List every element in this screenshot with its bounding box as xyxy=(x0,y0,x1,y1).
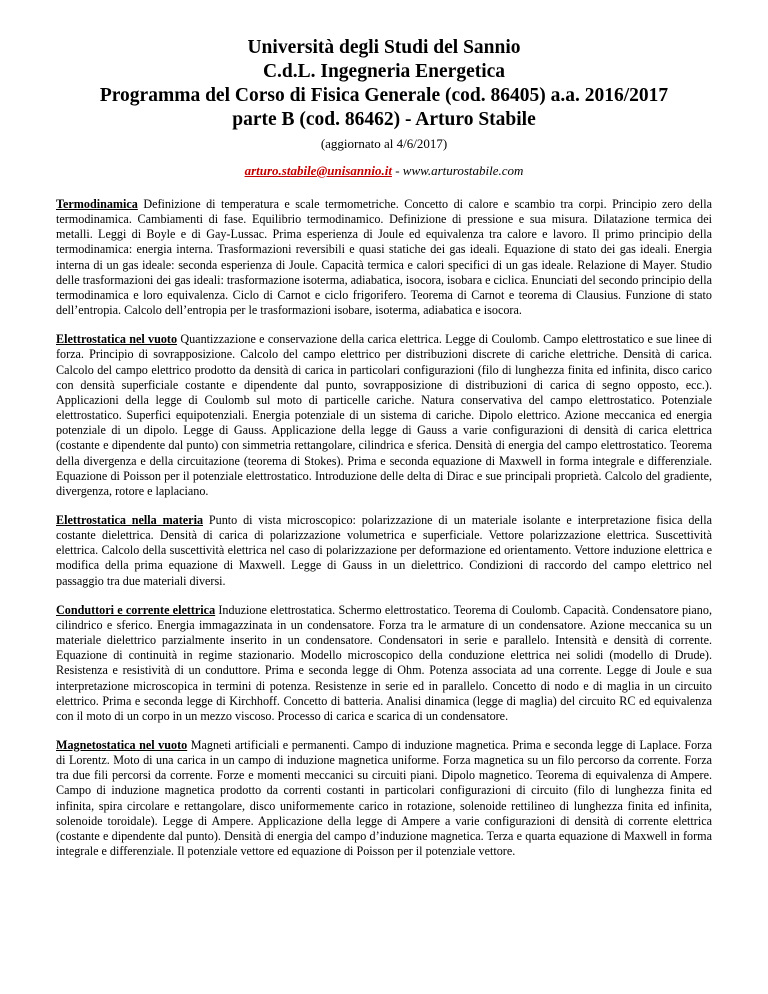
section-elettrostatica-materia xyxy=(56,513,712,589)
course-part-author: parte B (cod. 86462) - Arturo Stabile xyxy=(232,109,536,130)
section-magnetostatica-vuoto xyxy=(56,738,712,859)
section-body: Punto di vista microscopico: polarizzazione di un materiale isolante e interpretazione fisica della costante dielettrica. Densità di carica di polarizzazione volumetrica e superficiale. Vettore polarizzazione elettrica. Suscettività elettrica. Calcolo della suscettività elettrica nel caso di polarizzazione per deformazione ed orientamento. Vettore induzione elettrica e modifica della prima equazione di Maxwell. Legge di Gauss in un dielettrico. Condizioni di raccordo del campo elettrico nel passaggio tra due materiali diversi. xyxy=(56,512,712,588)
website-text: www.arturostabile.com xyxy=(402,163,524,178)
section-body: Definizione di temperatura e scale termometriche. Concetto di calore e scambio tra corpi. Principio zero della termodinamica. Cambiamenti di fase. Equilibrio termodinamico. Definizione di pressione e sua misura. Dilatazione termica dei metalli. Leggi di Boyle e di Gay-Lussac. Prima esperienza di Joule ed equivalenza tra calore e lavoro. Il primo principio della termodinamica: energia interna. Trasformazioni reversibili e quasi statiche dei gas ideali. Equazione di stato dei gas ideali. Energia interna di un gas ideale: seconda esperienza di Joule. Capacità termica e calori specifici di un gas ideale. Relazione di Mayer. Studio delle trasformazioni dei gas ideali: trasformazione isoterma, adiabatica, isocora, isobara e ciclica. Enunciati del secondo principio della termodinamica e loro equivalenza. Ciclo di Carnot e ciclo frigorifero. Teorema di Carnot e teorema di Clausius. Funzione di stato dell’entropia. Calcolo dell’entropia per le trasformazioni isobare, isoterma, adiabatica e isocora. xyxy=(56,197,713,318)
section-conduttori-corrente xyxy=(56,603,712,724)
section-title: Elettrostatica nella materia xyxy=(56,512,204,527)
section-body: Induzione elettrostatica. Schermo elettrostatico. Teorema di Coulomb. Capacità. Condensatore piano, cilindrico e sferico. Energia immagazzinata in un condensatore. Forza tra le armature di un condensatore. Azione meccanica su un materiale dielettrico parzialmente inserito in un condensatore. Condensatori in serie e parallelo. Intensità e densità di corrente. Equazione di continuità in regime stazionario. Modello microscopico della conduzione elettrica nei solidi (modello di Drude). Resistenza e resistività di un conduttore. Prima e seconda legge di Ohm. Potenza associata ad una corrente. Legge di Joule e sua interpretazione microscopica in termini di potenza. Resistenze in serie ed in parallelo. Concetto di nodo e di maglia in un circuito elettrico. Prima e seconda legge di Kirchhoff. Concetto di batteria. Analisi dinamica (legge di maglia) del circuito RC ed equivalenza con il moto di un corpo in un mezzo viscoso. Processo di carica e scarica di un condensatore. xyxy=(56,602,712,723)
section-title: Elettrostatica nel vuoto xyxy=(56,332,178,347)
degree-course: C.d.L. Ingegneria Energetica xyxy=(262,61,506,82)
section-title: Conduttori e corrente elettrica xyxy=(56,602,216,617)
contact-separator: - xyxy=(391,163,403,178)
syllabus-sections xyxy=(56,197,712,859)
university-name: Università degli Studi del Sannio xyxy=(247,37,521,58)
section-body: Magneti artificiali e permanenti. Campo di induzione magnetica. Prima e seconda legge di Laplace. Forza di Lorentz. Moto di una carica in un campo di induzione magnetica uniforme. Forza magnetica su un filo percorso da corrente. Forza tra due fili percorsi da corrente. Forze e momenti meccanici su circuiti piani. Dipolo magnetico. Teorema di equivalenza di Ampere. Campo di induzione magnetica prodotto da correnti costanti in particolari configurazioni di circuito (filo di lunghezza finita ed infinita, spira circolare e rettangolare, disco uniformemente carico in rotazione, solenoide rettilineo di lunghezza finita ed infinita, solenoide toroidale). Legge di Ampere. Applicazione della legge di Ampere a varie configurazioni di densità di corrente elettrica (costante e dipendente dal punto). Densità di energia del campo d’induzione magnetica. Terza e quarta equazione di Maxwell in forma integrale e differenziale. Il potenziale vettore ed equazione di Poisson per il potenziale vettore. xyxy=(56,738,712,859)
section-title: Termodinamica xyxy=(56,197,138,211)
section-title: Magnetostatica nel vuoto xyxy=(56,738,188,752)
updated-date: (aggiornato al 4/6/2017) xyxy=(320,136,448,151)
section-elettrostatica-vuoto xyxy=(56,332,712,499)
section-body: Quantizzazione e conservazione della carica elettrica. Legge di Coulomb. Campo elettrostatico e sue linee di forza. Principio di sovrapposizione. Calcolo del campo elettrico per distribuzioni discrete di cariche elettriche. Densità di carica. Calcolo del campo elettrico prodotto da densità di carica in particolari configurazioni (filo di lunghezza finita ed infinita, disco carico con densità superficiale costante e dipendente dal punto, sovrapposizione di distribuzioni di carica di segno opposto, ecc.). Applicazioni della legge di Coulomb sul moto di particelle cariche. Natura conservativa del campo elettrostatico. Potenziale elettrostatico. Superfici equipotenziali. Energia potenziale di un sistema di cariche. Dipolo elettrico. Azione meccanica ed energia potenziale di un dipolo. Legge di Gauss. Applicazione della legge di Gauss a varie configurazioni di densità di carica elettrica (costante e dipendente dal punto) con simmetria rettangolare, cilindrica e sferica. Densità di energia del campo elettrostatico. Teorema della divergenza e della circuitazione (teorema di Stokes). Prima e seconda equazione di Maxwell in forma integrale e differenziale. Equazione di Poisson per il potenziale elettrostatico. Introduzione delle delta di Dirac e sue principali proprietà. Calcolo del gradiente, divergenza, rotore e laplaciano. xyxy=(56,332,712,498)
section-termodinamica xyxy=(56,197,712,318)
email-link[interactable]: arturo.stabile@unisannio.it xyxy=(244,163,392,178)
document-header xyxy=(56,36,712,179)
course-title: Programma del Corso di Fisica Generale (cod. 86405) a.a. 2016/2017 xyxy=(99,85,669,106)
contact-line xyxy=(56,162,712,179)
